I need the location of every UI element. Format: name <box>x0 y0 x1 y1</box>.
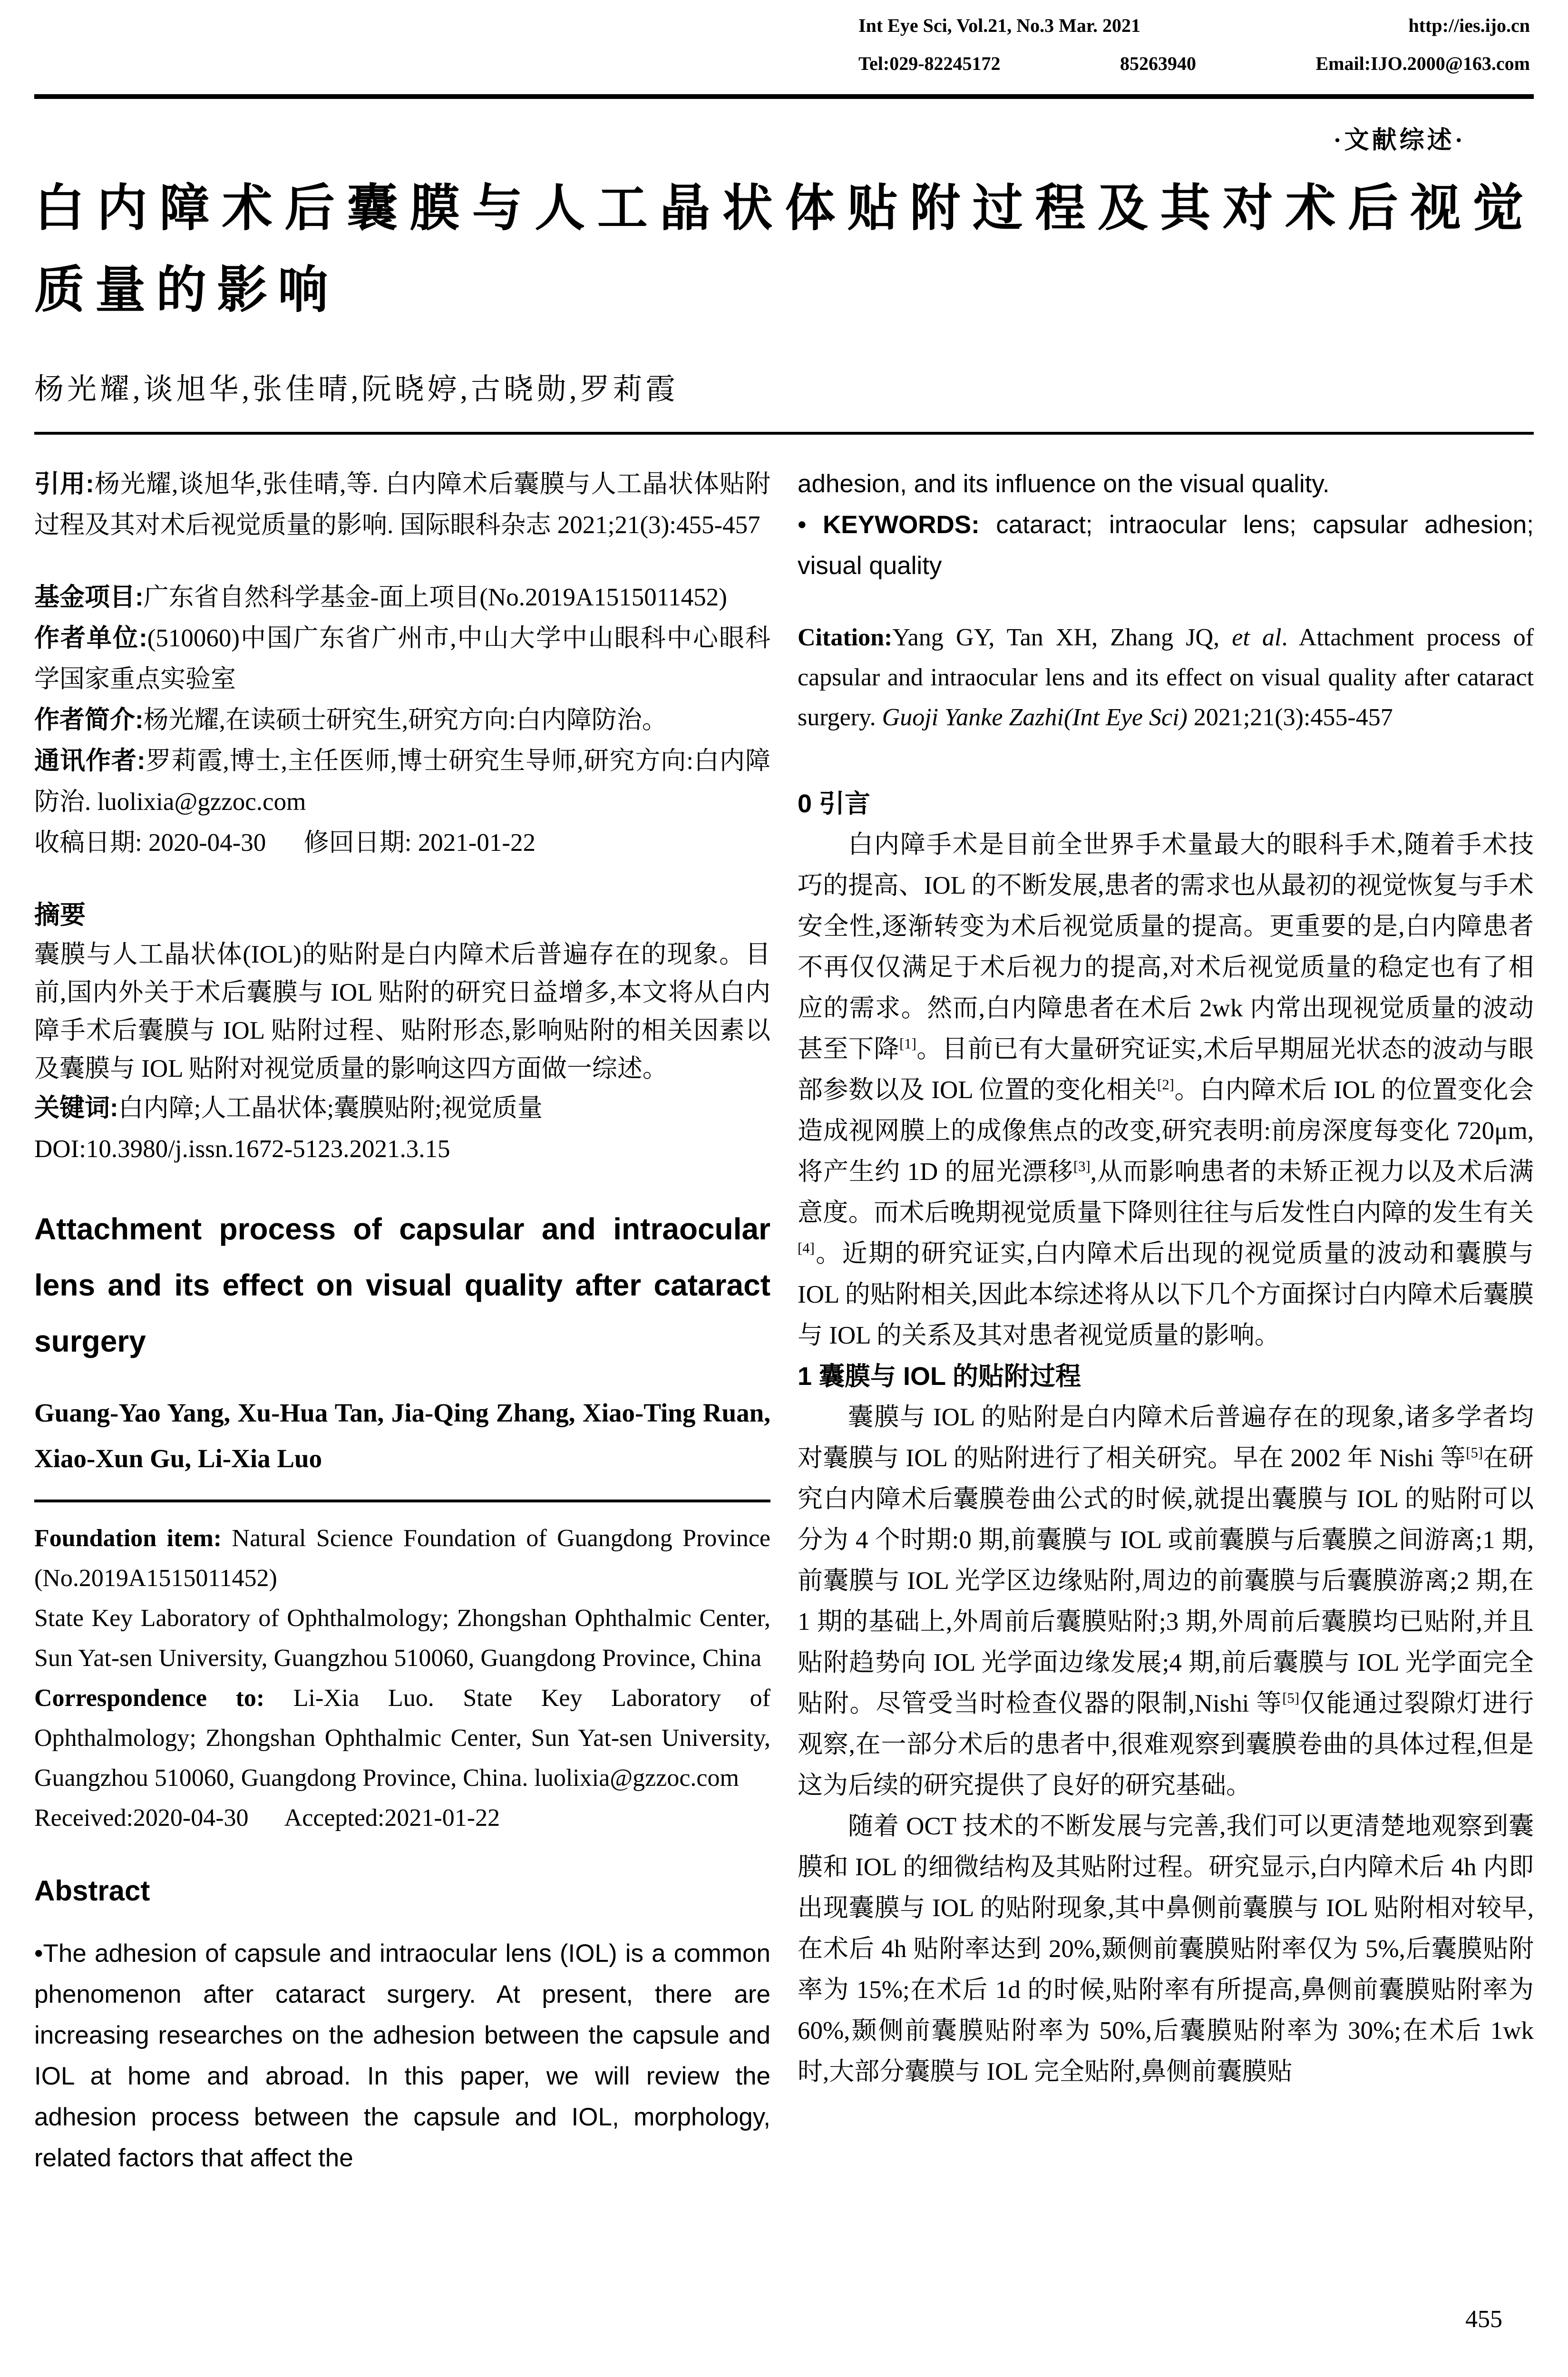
foundation-divider <box>34 1500 770 1502</box>
authors-en: Guang-Yao Yang, Xu-Hua Tan, Jia-Qing Zhang, Xiao-Ting Ruan, Xiao-Xun Gu, Li-Xia Luo <box>34 1398 770 1473</box>
journal-tel: Tel:029-82245172 <box>858 53 1001 74</box>
intro-paragraph: 白内障手术是目前全世界手术量最大的眼科手术,随着手术技巧的提高、IOL 的不断发展,患者的需求也从最初的视觉恢复与手术安全性,逐渐转变为术后视觉质量的提高。更重要的是,白内障患者不再仅仅满足于术后视力的提高,对术后视觉质量的稳定也有了相应的需求。然而,白内障患者在术后 2wk 内常出现视觉质量的波动甚至下降[1]。目前已有大量研究证实,术后早期屈光状态的波动与眼部参数以及 IOL 位置的变化相关[2]。白内障术后 IOL 的位置变化会造成视网膜上的成像焦点的改变,研究表明:前房深度每变化 720μm,将产生约 1D 的屈光漂移[3],从而影响患者的未矫正视力以及术后满意度。而术后晚期视觉质量下降则往往与后发性白内障的发生有关[4]。近期的研究证实,白内障术后出现的视觉质量的波动和囊膜与 IOL 的贴附相关,因此本综述将从以下几个方面探讨白内障术后囊膜与 IOL 的关系及其对患者视觉质量的影响。 <box>798 831 1534 1349</box>
abstract-en-body: •The adhesion of capsule and intraocular lens (IOL) is a common phenomenon after cataract surgery. At present, there are increasing researches on the adhesion between the capsule and IOL at home and abroad. In this paper, we will review the adhesion process between the capsule and IOL, morphology, related factors that affect the <box>34 1939 770 2172</box>
correspondence-en: Correspondence to: Li-Xia Luo. State Key Laboratory of Ophthalmology; Zhongshan Ophthalmic Center, Sun Yat-sen University, Guangzhou 510060, Guangdong Province, China. luolixia@gzzoc.com <box>34 1685 770 1792</box>
keywords-cn: 关键词:白内障;人工晶状体;囊膜贴附;视觉质量 <box>34 1094 543 1122</box>
left-column <box>34 464 770 2179</box>
page-title: 白内障术后囊膜与人工晶状体贴附过程及其对术后视觉质量的影响 <box>34 180 1534 318</box>
citation-en: Citation:Yang GY, Tan XH, Zhang JQ, et al. Attachment process of capsular and intraocular lens and its effect on visual quality after cataract surgery. Guoji Yanke Zazhi(Int Eye Sci) 2021;21(3):455-457 <box>798 624 1534 731</box>
affiliation-en: State Key Laboratory of Ophthalmology; Zhongshan Ophthalmic Center, Sun Yat-sen University, Guangzhou 510060, Guangdong Province, China <box>34 1605 770 1672</box>
journal-email: Email:IJO.2000@163.com <box>1315 53 1530 74</box>
journal-header <box>858 7 1530 83</box>
abstract-en-continued: adhesion, and its influence on the visual quality. <box>798 470 1330 498</box>
citation-cn-paragraph: 引用:杨光耀,谈旭华,张佳晴,等. 白内障术后囊膜与人工晶状体贴附过程及其对术后视觉质量的影响. 国际眼科杂志 2021;21(3):455-457 <box>34 470 771 539</box>
dates-en: Received:2020-04-30 Accepted:2021-01-22 <box>34 1804 500 1831</box>
foundation-item-en: Foundation item: Natural Science Foundation of Guangdong Province (No.2019A1515011452) <box>34 1525 770 1592</box>
affiliation-cn: 作者单位:(510060)中国广东省广州市,中山大学中山眼科中心眼科学国家重点实验室 <box>34 624 770 693</box>
title-en: Attachment process of capsular and intraocular lens and its effect on visual quality after cataract surgery <box>34 1212 770 1358</box>
right-column <box>798 464 1534 2092</box>
foundation-item-cn: 基金项目:广东省自然科学基金-面上项目(No.2019A1515011452) <box>34 583 727 611</box>
title-divider <box>34 432 1534 435</box>
page-number: 455 <box>1465 2306 1502 2333</box>
authors-cn: 杨光耀,谈旭华,张佳晴,阮晓婷,古晓勋,罗莉霞 <box>34 373 679 406</box>
abstract-cn-heading: 摘要 <box>34 901 86 929</box>
section-1-paragraph-2: 随着 OCT 技术的不断发展与完善,我们可以更清楚地观察到囊膜和 IOL 的细微结构及其贴附过程。研究显示,白内障术后 4h 内即出现囊膜与 IOL 的贴附现象,其中鼻侧前囊膜与 IOL 贴附相对较早,在术后 4h 贴附率达到 20%,颞侧前囊膜贴附率仅为 5%,后囊膜贴附率为 15%;在术后 1d 的时候,贴附率有所提高,鼻侧前囊膜贴附率为 60%,颞侧前囊膜贴附率为 50%,后囊膜贴附率为 30%;在术后 1wk 时,大部分囊膜与 IOL 完全贴附,鼻侧前囊膜贴 <box>798 1812 1534 2085</box>
abstract-en-heading: Abstract <box>34 1875 150 1907</box>
section-1-paragraph-1: 囊膜与 IOL 的贴附是白内障术后普遍存在的现象,诸多学者均对囊膜与 IOL 的贴附进行了相关研究。早在 2002 年 Nishi 等[5]在研究白内障术后囊膜卷曲公式的时候,就提出囊膜与 IOL 的贴附可以分为 4 个时期:0 期,前囊膜与 IOL 或前囊膜与后囊膜之间游离;1 期,前囊膜与 IOL 光学区边缘贴附,周边的前囊膜与后囊膜游离;2 期,在 1 期的基础上,外周前后囊膜贴附;3 期,外周前后囊膜均已贴附,并且贴附趋势向 IOL 光学面边缘发展;4 期,前后囊膜与 IOL 光学面完全贴附。尽管受当时检查仪器的限制,Nishi 等[5]仅能通过裂隙灯进行观察,在一部分术后的患者中,很难观察到囊膜卷曲的具体过程,但是这为后续的研究提供了良好的研究基础。 <box>798 1403 1534 1799</box>
article-type-label: ·文献综述· <box>1333 127 1466 154</box>
abstract-cn-body: 囊膜与人工晶状体(IOL)的贴附是白内障术后普遍存在的现象。目前,国内外关于术后囊膜与 IOL 贴附的研究日益增多,本文将从白内障手术后囊膜与 IOL 贴附过程、贴附形态,影响贴附的相关因素以及囊膜与 IOL 贴附对视觉质量的影响这四方面做一综述。 <box>34 941 770 1082</box>
section-1-heading: 1 囊膜与 IOL 的贴附过程 <box>798 1362 1081 1391</box>
section-0-heading: 0 引言 <box>798 789 871 818</box>
author-bio-cn: 作者简介:杨光耀,在读硕士研究生,研究方向:白内障防治。 <box>34 706 667 734</box>
dates-cn: 收稿日期: 2020-04-30 修回日期: 2021-01-22 <box>34 829 536 857</box>
journal-website: http://ies.ijo.cn <box>1408 15 1530 36</box>
journal-tel2: 85263940 <box>1120 53 1196 74</box>
header-divider <box>34 94 1534 99</box>
journal-name: Int Eye Sci, Vol.21, No.3 Mar. 2021 <box>858 15 1141 36</box>
corresponding-author-cn: 通讯作者:罗莉霞,博士,主任医师,博士研究生导师,研究方向:白内障防治. luolixia@gzzoc.com <box>34 747 770 816</box>
doi-line: DOI:10.3980/j.issn.1672-5123.2021.3.15 <box>34 1135 450 1163</box>
keywords-en: • KEYWORDS: cataract; intraocular lens; capsular adhesion; visual quality <box>798 511 1534 580</box>
